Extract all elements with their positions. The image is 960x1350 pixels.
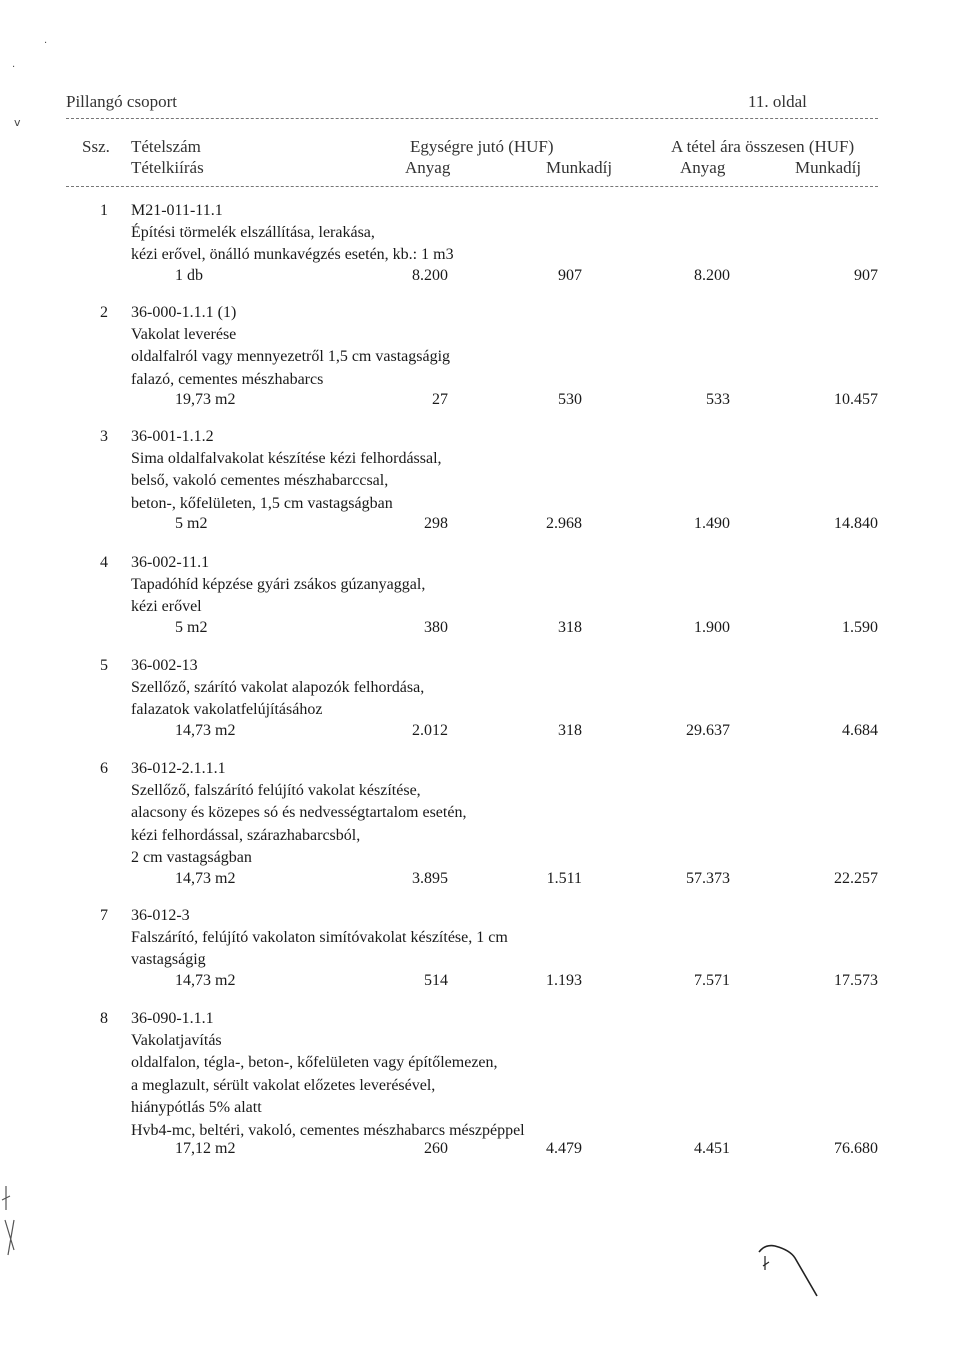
total-material-price: 57.373 bbox=[686, 869, 730, 887]
unit-material-price: 380 bbox=[424, 618, 448, 636]
table-header-divider bbox=[66, 186, 878, 187]
item-code: 36-000-1.1.1 (1) bbox=[131, 304, 237, 321]
item-description-line: oldalfalon, tégla-, beton-, kőfelületen vagy építőlemezen, bbox=[131, 1054, 498, 1072]
item-number: 4 bbox=[100, 554, 108, 571]
scan-speck: v bbox=[14, 116, 21, 129]
item-code: 36-012-2.1.1.1 bbox=[131, 760, 226, 777]
total-labor-price: 1.590 bbox=[842, 618, 878, 636]
item-description-line: belső, vakoló cementes mészhabarccsal, bbox=[131, 472, 389, 490]
item-description-line: Falszárító, felújító vakolaton simítóvakolat készítése, 1 cm bbox=[131, 929, 508, 946]
total-labor-price: 4.684 bbox=[842, 721, 878, 739]
item-description-line: falazatok vakolatfelújításához bbox=[131, 701, 323, 719]
item-description-line: a meglazult, sérült vakolat előzetes leverésével, bbox=[131, 1076, 436, 1094]
total-material-price: 29.637 bbox=[686, 721, 730, 739]
item-description-line: beton-, kőfelületen, 1,5 cm vastagságban bbox=[131, 494, 393, 512]
item-description-line: alacsony és közepes só és nedvességtartalom esetén, bbox=[131, 804, 467, 822]
item-description-line: vastagságig bbox=[131, 951, 206, 969]
total-material-price: 1.490 bbox=[694, 515, 730, 533]
item-description-line: kézi erővel, önálló munkavégzés esetén, kb.: 1 m3 bbox=[131, 246, 454, 264]
initials-scribble bbox=[755, 1240, 825, 1300]
item-description-line: hiánypótlás 5% alatt bbox=[131, 1099, 262, 1117]
item-number: 1 bbox=[100, 202, 108, 219]
item-description-line: kézi erővel bbox=[131, 598, 202, 616]
item-code: 36-012-3 bbox=[131, 907, 190, 924]
item-description-line: Vakolatjavítás bbox=[131, 1032, 222, 1049]
item-quantity: 1 db bbox=[175, 266, 203, 284]
item-number: 8 bbox=[100, 1010, 108, 1027]
item-description-line: Tapadóhíd képzése gyári zsákos gúzanyaggal, bbox=[131, 576, 426, 593]
total-material-price: 4.451 bbox=[694, 1140, 730, 1157]
total-labor-price: 76.680 bbox=[834, 1140, 878, 1157]
item-description-line: 2 cm vastagságban bbox=[131, 849, 252, 867]
unit-labor-price: 2.968 bbox=[546, 515, 582, 533]
unit-material-price: 514 bbox=[424, 971, 448, 989]
unit-material-price: 3.895 bbox=[412, 869, 448, 887]
item-quantity: 14,73 m2 bbox=[175, 971, 236, 989]
item-quantity: 17,12 m2 bbox=[175, 1140, 236, 1157]
item-description-line: Sima oldalfalvakolat készítése kézi felhordással, bbox=[131, 450, 442, 467]
item-quantity: 14,73 m2 bbox=[175, 721, 236, 739]
unit-material-price: 2.012 bbox=[412, 721, 448, 739]
item-quantity: 14,73 m2 bbox=[175, 869, 236, 887]
item-number: 5 bbox=[100, 657, 108, 674]
col-header-no: Ssz. bbox=[82, 137, 110, 156]
total-material-price: 8.200 bbox=[694, 266, 730, 284]
total-material-price: 533 bbox=[706, 391, 730, 409]
col-header-total-labor: Munkadíj bbox=[795, 158, 862, 177]
unit-labor-price: 907 bbox=[558, 266, 582, 284]
header-divider bbox=[66, 118, 878, 119]
item-quantity: 5 m2 bbox=[175, 618, 208, 636]
total-labor-price: 10.457 bbox=[834, 391, 878, 409]
margin-scribble bbox=[0, 1180, 24, 1260]
unit-labor-price: 318 bbox=[558, 618, 582, 636]
item-description-line: Hvb4-mc, beltéri, vakoló, cementes mészhabarcs mészpéppel bbox=[131, 1121, 525, 1139]
item-number: 6 bbox=[100, 760, 108, 777]
item-description-line: falazó, cementes mészhabarcs bbox=[131, 370, 324, 388]
unit-material-price: 27 bbox=[432, 391, 448, 409]
item-code: M21-011-11.1 bbox=[131, 202, 223, 219]
unit-labor-price: 1.193 bbox=[546, 971, 582, 989]
item-description-line: oldalfalról vagy mennyezetről 1,5 cm vastagságig bbox=[131, 348, 451, 366]
unit-material-price: 8.200 bbox=[412, 266, 448, 284]
scan-speck: · bbox=[44, 38, 48, 49]
col-header-unit-price: Egységre jutó (HUF) bbox=[410, 137, 554, 156]
item-code: 36-002-11.1 bbox=[131, 554, 210, 571]
col-header-desc: Tételkiírás bbox=[131, 158, 204, 177]
item-description-line: Szellőző, szárító vakolat alapozók felhordása, bbox=[131, 679, 425, 696]
item-quantity: 5 m2 bbox=[175, 515, 208, 533]
total-labor-price: 907 bbox=[854, 266, 878, 284]
col-header-total-material: Anyag bbox=[680, 158, 726, 177]
col-header-total: A tétel ára összesen (HUF) bbox=[671, 137, 855, 156]
total-material-price: 7.571 bbox=[694, 971, 730, 989]
unit-labor-price: 530 bbox=[558, 391, 582, 409]
total-material-price: 1.900 bbox=[694, 618, 730, 636]
unit-material-price: 260 bbox=[424, 1140, 448, 1157]
item-code: 36-002-13 bbox=[131, 657, 198, 674]
item-description-line: Szellőző, falszárító felújító vakolat készítése, bbox=[131, 782, 421, 799]
unit-labor-price: 1.511 bbox=[546, 869, 582, 887]
total-labor-price: 22.257 bbox=[834, 869, 878, 887]
scan-speck: · bbox=[12, 62, 16, 73]
group-title: Pillangó csoport bbox=[66, 92, 177, 111]
item-quantity: 19,73 m2 bbox=[175, 391, 236, 409]
col-header-unit-material: Anyag bbox=[405, 158, 451, 177]
item-description-line: kézi felhordással, szárazhabarcsból, bbox=[131, 826, 361, 844]
item-code: 36-090-1.1.1 bbox=[131, 1010, 214, 1027]
item-description-line: Építési törmelék elszállítása, lerakása, bbox=[131, 224, 375, 241]
page-number: 11. oldal bbox=[748, 92, 807, 111]
item-code: 36-001-1.1.2 bbox=[131, 428, 214, 445]
unit-labor-price: 318 bbox=[558, 721, 582, 739]
col-header-unit-labor: Munkadíj bbox=[546, 158, 613, 177]
total-labor-price: 14.840 bbox=[834, 515, 878, 533]
total-labor-price: 17.573 bbox=[834, 971, 878, 989]
item-number: 3 bbox=[100, 428, 108, 445]
item-description-line: Vakolat leverése bbox=[131, 326, 237, 343]
col-header-code: Tételszám bbox=[131, 137, 201, 156]
unit-material-price: 298 bbox=[424, 515, 448, 533]
item-number: 7 bbox=[100, 907, 108, 924]
item-number: 2 bbox=[100, 304, 108, 321]
unit-labor-price: 4.479 bbox=[546, 1140, 582, 1157]
